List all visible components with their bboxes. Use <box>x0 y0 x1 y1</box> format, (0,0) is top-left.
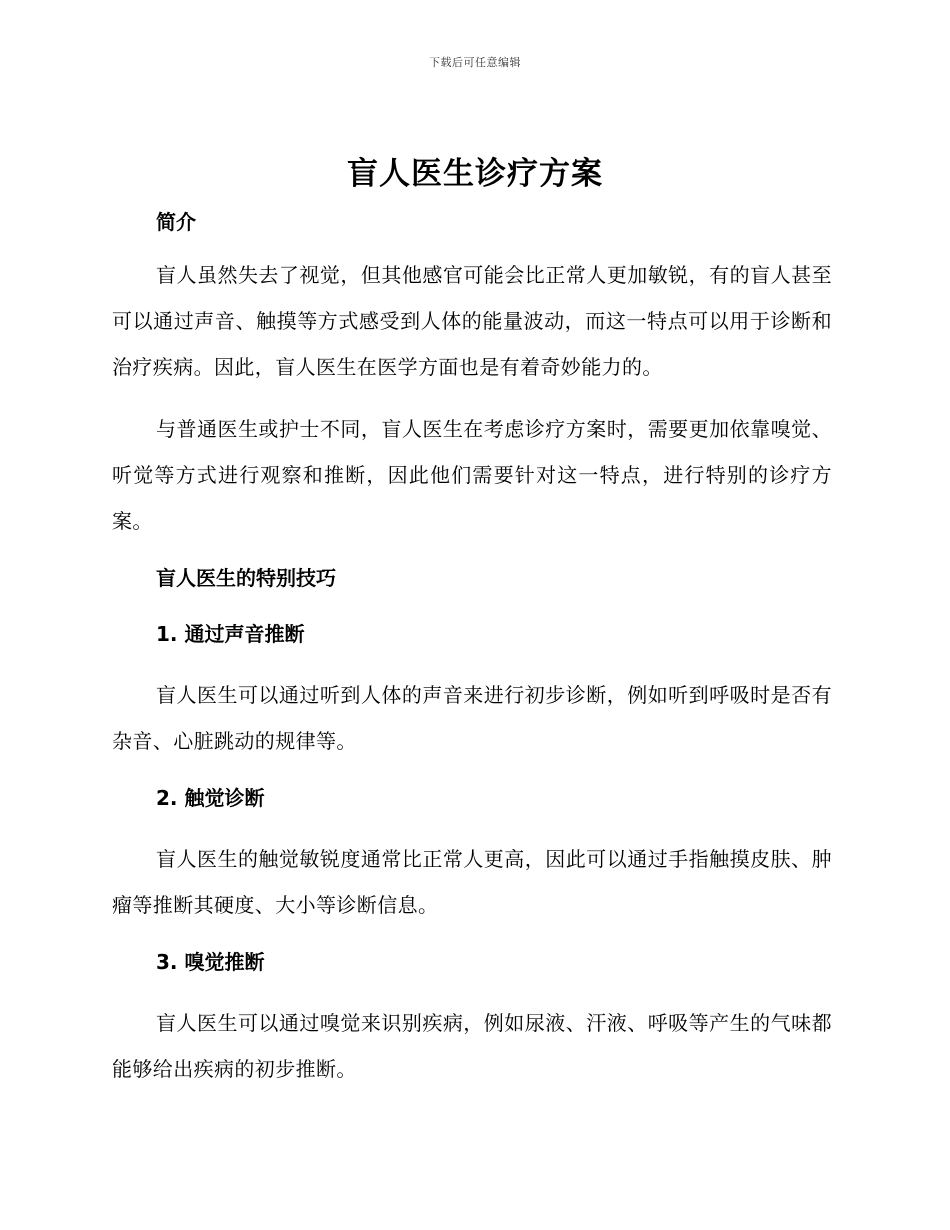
skill-1-text: 盲人医生可以通过听到人体的声音来进行初步诊断，例如听到呼吸时是否有杂音、心脏跳动的规律等。 <box>112 683 832 753</box>
skills-heading: 盲人医生的特别技巧 <box>156 566 336 590</box>
skill-3-text: 盲人医生可以通过嗅觉来识别疾病，例如尿液、汗液、呼吸等产生的气味都能够给出疾病的初步推断。 <box>112 1011 832 1081</box>
intro-paragraph-1: 盲人虽然失去了视觉，但其他感官可能会比正常人更加敏锐，有的盲人甚至可以通过声音、触摸等方式感受到人体的能量波动，而这一特点可以用于诊断和治疗疾病。因此，盲人医生在医学方面也是有着奇妙能力的。 <box>112 263 832 379</box>
page-title: 盲人医生诊疗方案 <box>347 156 603 192</box>
intro-heading: 简介 <box>156 210 196 234</box>
skill-1-heading: 1. 通过声音推断 <box>156 622 305 646</box>
intro-paragraph-2: 与普通医生或护士不同，盲人医生在考虑诊疗方案时，需要更加依靠嗅觉、听觉等方式进行观察和推断，因此他们需要针对这一特点，进行特别的诊疗方案。 <box>112 417 832 533</box>
skill-2-text: 盲人医生的触觉敏锐度通常比正常人更高，因此可以通过手指触摸皮肤、肿瘤等推断其硬度、大小等诊断信息。 <box>112 847 832 917</box>
header-note: 下载后可任意编辑 <box>429 56 521 69</box>
document-body <box>112 204 832 1092</box>
skill-2-heading: 2. 触觉诊断 <box>156 786 265 810</box>
skill-3-heading: 3. 嗅觉推断 <box>156 950 265 974</box>
